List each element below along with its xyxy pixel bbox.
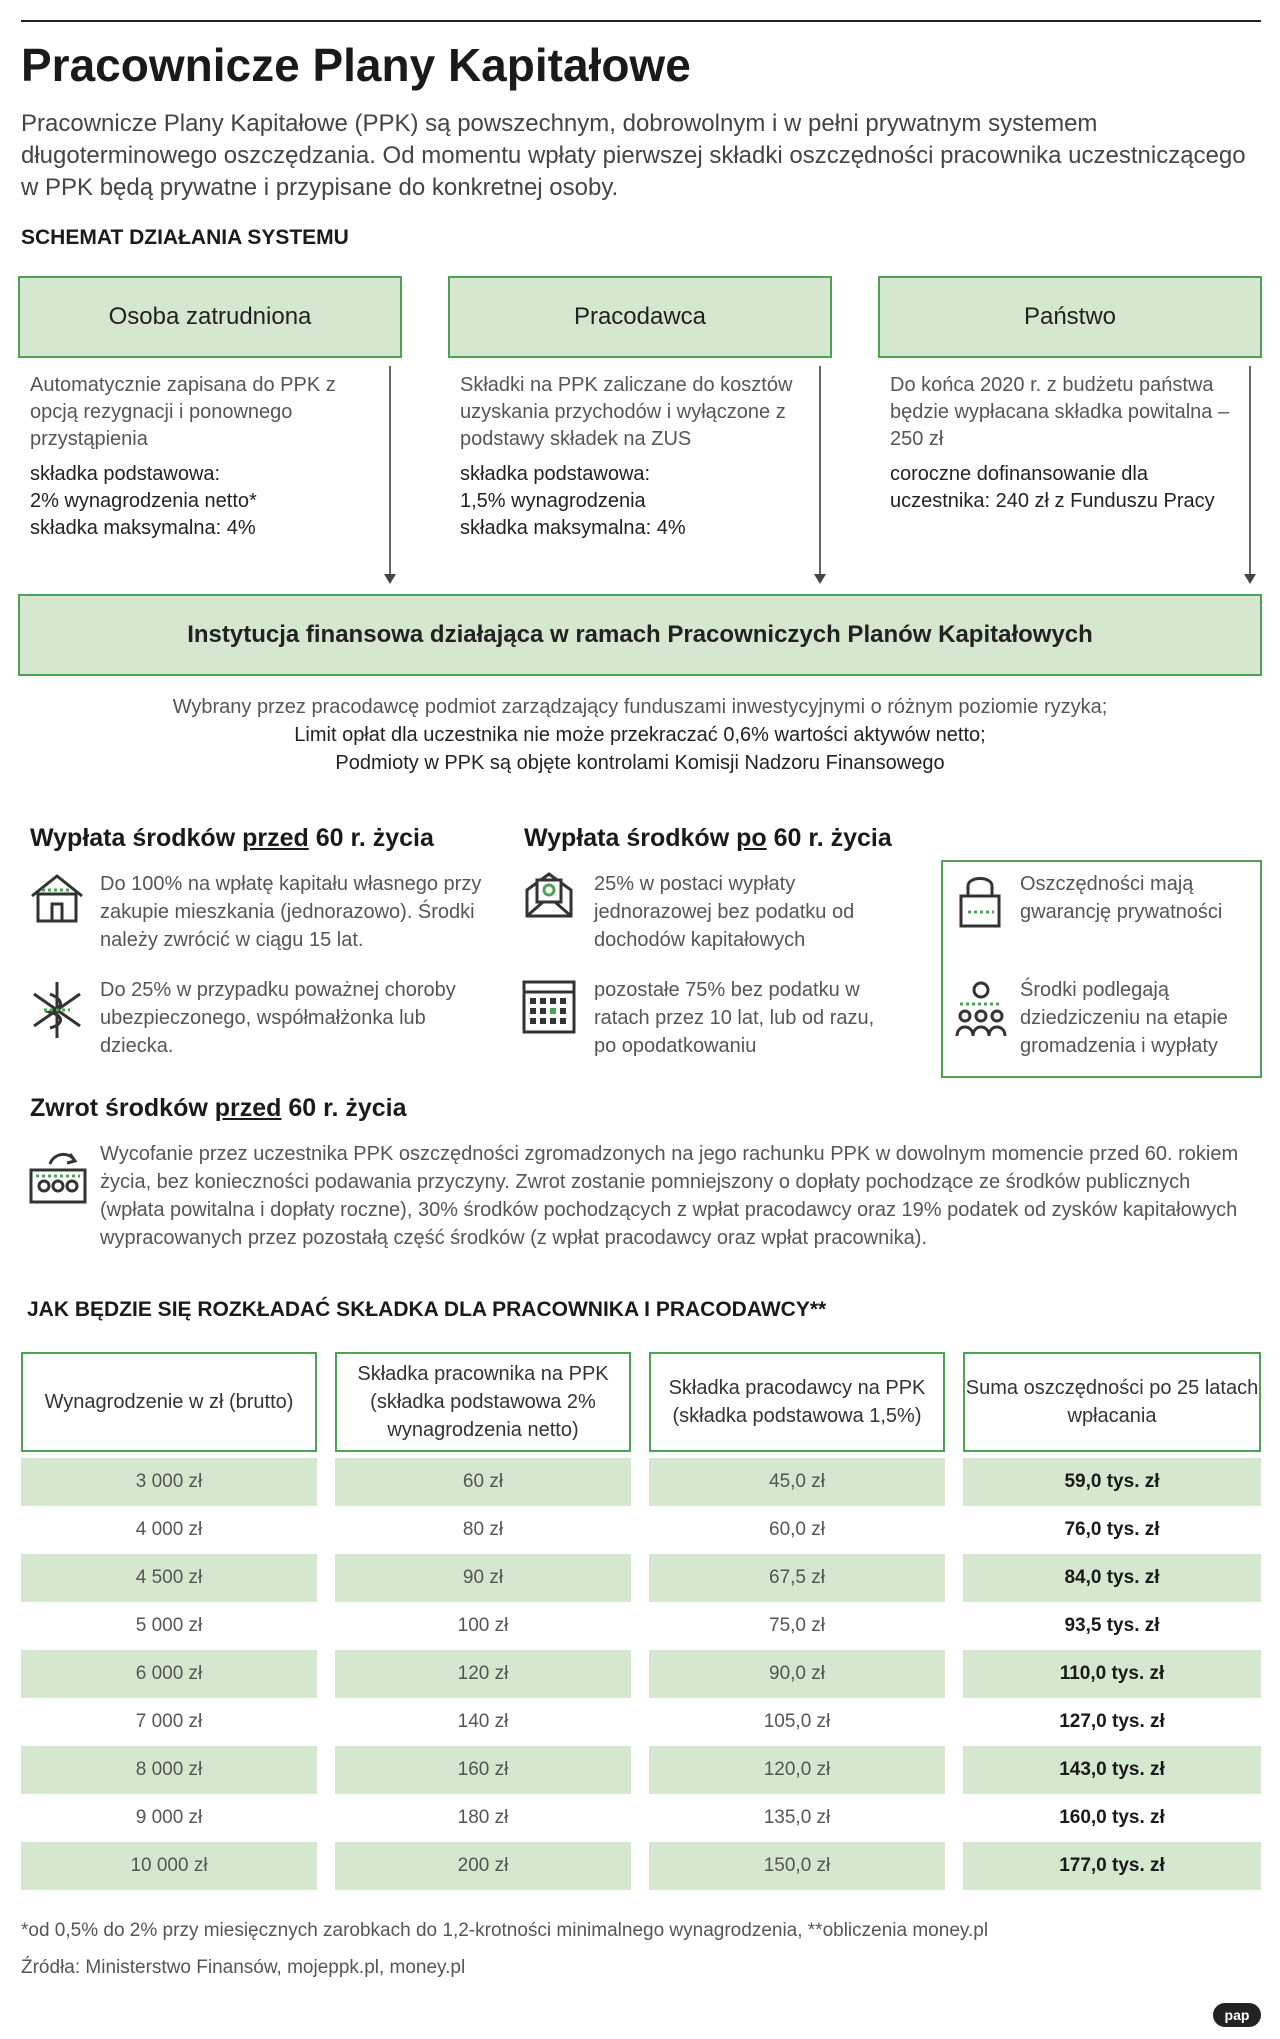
payout-after-heading — [524, 824, 892, 853]
table-cell: 4 000 zł — [135, 1519, 203, 1540]
guarantee-item-2: Środki podlegają dziedziczeniu na etapie gromadzenia i wypłaty — [1020, 979, 1228, 1057]
table-cell: 135,0 zł — [763, 1807, 831, 1828]
page-title: Pracownicze Plany Kapitałowe — [21, 39, 691, 91]
refund-heading — [30, 1094, 407, 1123]
employee-details — [30, 461, 370, 542]
header-employer-label: Pracodawca — [573, 303, 707, 330]
table-cell: 45,0 zł — [649, 1458, 945, 1506]
table-cell: 100 zł — [457, 1615, 509, 1636]
payout-before-heading — [30, 824, 434, 853]
table-cell: 90,0 zł — [649, 1650, 945, 1698]
refund-head-a: Zwrot środków — [30, 1094, 215, 1122]
intro-text: Pracownicze Plany Kapitałowe (PPK) są powszechnym, dobrowolnym i w pełni prywatnym systemem długoterminowego oszczędzania. Od momentu wpłaty pierwszej składki oszczędności pracownika uczestniczącego w PPK będą prywatne i przypisane do konkretnej osoby. — [21, 110, 1246, 201]
employee-text — [30, 372, 370, 542]
state-desc: Do końca 2020 r. z budżetu państwa będzie wypłacana składka powitalna – 250 zł — [890, 374, 1230, 450]
payout-before-head-b: 60 r. życia — [308, 824, 434, 852]
table-cell: 75,0 zł — [769, 1615, 825, 1636]
schema-heading: SCHEMAT DZIAŁANIA SYSTEMU — [21, 226, 349, 249]
employer-details — [460, 461, 800, 542]
table-cell: 4 500 zł — [21, 1554, 317, 1602]
arrow-down-icon — [384, 574, 396, 584]
table-cell: 8 000 zł — [21, 1746, 317, 1794]
calendar-icon — [522, 980, 576, 1034]
table-cell: 60,0 zł — [769, 1519, 825, 1540]
state-text — [890, 372, 1230, 515]
sources: Źródła: Ministerstwo Finansów, mojeppk.pl, money.pl — [21, 1957, 466, 1978]
payout-before-head-u: przed — [242, 824, 309, 852]
employee-detail-2: 2% wynagrodzenia netto* — [30, 490, 257, 512]
table-cell: 84,0 tys. zł — [963, 1554, 1261, 1602]
table-cell: 160 zł — [335, 1746, 631, 1794]
table-cell: 3 000 zł — [21, 1458, 317, 1506]
table-heading: JAK BĘDZIE SIĘ ROZKŁADAĆ SKŁADKA DLA PRACOWNIKA I PRACODAWCY** — [27, 1298, 827, 1321]
table-cell: 105,0 zł — [763, 1711, 831, 1732]
table-cell: 76,0 tys. zł — [1064, 1519, 1160, 1540]
payout-before-item-2: Do 25% w przypadku poważnej choroby ubezpieczonego, współmałżonka lub dziecka. — [100, 979, 456, 1057]
refund-text: Wycofanie przez uczestnika PPK oszczędności zgromadzonych na jego rachunku PPK w dowolnym momencie przed 60. rokiem życia, bez konieczności podawania przyczyny. Zwrot zostanie pomniejszony o dopłaty pochodzące ze środków publicznych (wpłata powitalna i dopłaty roczne), 30% środków pochodzących z wpłat pracodawcy oraz 19% podatek od zysków kapitałowych wypracowanych przez pozostałą część środków (z wpłat pracodawcy oraz wpłat pracownika). — [100, 1143, 1239, 1249]
table-cell: 93,5 tys. zł — [1064, 1615, 1160, 1636]
arrow-line-employee — [389, 366, 391, 574]
table-cell: 150,0 zł — [649, 1842, 945, 1890]
money-refund-icon — [28, 1148, 88, 1206]
table-cell: 120 zł — [335, 1650, 631, 1698]
guarantee-item-1: Oszczędności mają gwarancję prywatności — [1020, 873, 1223, 923]
table-header-sum: Suma oszczędności po 25 latach wpłacania — [963, 1352, 1261, 1452]
table-header-salary: Wynagrodzenie w zł (brutto) — [21, 1352, 317, 1452]
payout-after-item-1: 25% w postaci wypłaty jednorazowej bez podatku od dochodów kapitałowych — [594, 873, 855, 951]
people-icon — [954, 980, 1008, 1040]
payout-before-item-1: Do 100% na wpłatę kapitału własnego przy zakupie mieszkania (jednorazowo). Środki należy zwrócić w ciągu 15 lat. — [100, 873, 482, 951]
header-employer — [448, 276, 832, 358]
payout-after-item-2: pozostałe 75% bez podatku w ratach przez 10 lat, lub od razu, po opodatkowaniu — [594, 979, 875, 1057]
envelope-icon — [524, 870, 574, 920]
institution-label: Instytucja finansowa działająca w ramach Pracowniczych Planów Kapitałowych — [187, 621, 1093, 648]
table-cell: 7 000 zł — [135, 1711, 203, 1732]
table-cell: 140 zł — [457, 1711, 509, 1732]
table-header-employee: Składka pracownika na PPK (składka podstawowa 2% wynagrodzenia netto) — [335, 1352, 631, 1452]
table-cell: 143,0 tys. zł — [963, 1746, 1261, 1794]
table-cell: 67,5 zł — [649, 1554, 945, 1602]
arrow-line-state — [1249, 366, 1251, 574]
header-state — [878, 276, 1262, 358]
employee-desc: Automatycznie zapisana do PPK z opcją rezygnacji i ponownego przystąpienia — [30, 374, 336, 450]
arrow-down-icon — [814, 574, 826, 584]
payout-after-head-b: 60 r. życia — [766, 824, 892, 852]
table-cell: 120,0 zł — [649, 1746, 945, 1794]
inst-line-2: Limit opłat dla uczestnika nie może przekraczać 0,6% wartości aktywów netto; — [294, 724, 986, 746]
payout-after-head-u: po — [736, 824, 767, 852]
table-header-employer: Składka pracodawcy na PPK (składka podstawowa 1,5%) — [649, 1352, 945, 1452]
table-cell: 60 zł — [335, 1458, 631, 1506]
header-employee-label: Osoba zatrudniona — [108, 303, 312, 330]
inst-line-1: Wybrany przez pracodawcę podmiot zarządzający funduszami inwestycyjnymi o różnym poziomie ryzyka; — [172, 696, 1108, 718]
inst-line-3: Podmioty w PPK są objęte kontrolami Komisji Nadzoru Finansowego — [335, 752, 945, 774]
footnote: *od 0,5% do 2% przy miesięcznych zarobkach do 1,2-krotności minimalnego wynagrodzenia, **obliczenia money.pl — [21, 1920, 989, 1941]
refund-head-u: przed — [214, 1094, 282, 1122]
payout-before-head-a: Wypłata środków — [30, 824, 243, 852]
table-cell: 9 000 zł — [135, 1807, 203, 1828]
table-cell: 90 zł — [335, 1554, 631, 1602]
institution-desc — [0, 693, 1280, 777]
table-cell: 200 zł — [335, 1842, 631, 1890]
employee-detail-1: składka podstawowa: — [30, 463, 221, 485]
table-cell: 59,0 tys. zł — [963, 1458, 1261, 1506]
arrow-down-icon — [1244, 574, 1256, 584]
header-employee — [18, 276, 402, 358]
table-cell: 180 zł — [457, 1807, 509, 1828]
table-cell: 110,0 tys. zł — [963, 1650, 1261, 1698]
state-detail-1: coroczne dofinansowanie dla uczestnika: 240 zł z Funduszu Pracy — [890, 463, 1215, 512]
table-cell: 5 000 zł — [135, 1615, 203, 1636]
table-cell: 127,0 tys. zł — [1059, 1711, 1165, 1732]
table-cell: 80 zł — [462, 1519, 504, 1540]
lock-icon — [958, 872, 1002, 928]
institution-box — [18, 594, 1262, 676]
employer-detail-2: 1,5% wynagrodzenia — [460, 490, 646, 512]
house-icon — [28, 872, 86, 924]
payout-after-head-a: Wypłata środków — [524, 824, 737, 852]
table-cell: 6 000 zł — [21, 1650, 317, 1698]
employer-detail-1: składka podstawowa: — [460, 463, 651, 485]
table-cell: 177,0 tys. zł — [963, 1842, 1261, 1890]
employee-detail-3: składka maksymalna: 4% — [30, 517, 256, 539]
arrow-line-employer — [819, 366, 821, 574]
pap-logo: pap — [1213, 2003, 1261, 2027]
table-cell: 160,0 tys. zł — [1059, 1807, 1165, 1828]
top-rule — [21, 20, 1261, 22]
employer-detail-3: składka maksymalna: 4% — [460, 517, 686, 539]
table-cell: 10 000 zł — [21, 1842, 317, 1890]
refund-head-b: 60 r. życia — [281, 1094, 407, 1122]
medical-icon — [28, 980, 86, 1040]
employer-text — [460, 372, 800, 542]
header-state-label: Państwo — [1023, 303, 1117, 330]
employer-desc: Składki na PPK zaliczane do kosztów uzyskania przychodów i wyłączone z podstawy składek na ZUS — [460, 374, 793, 450]
